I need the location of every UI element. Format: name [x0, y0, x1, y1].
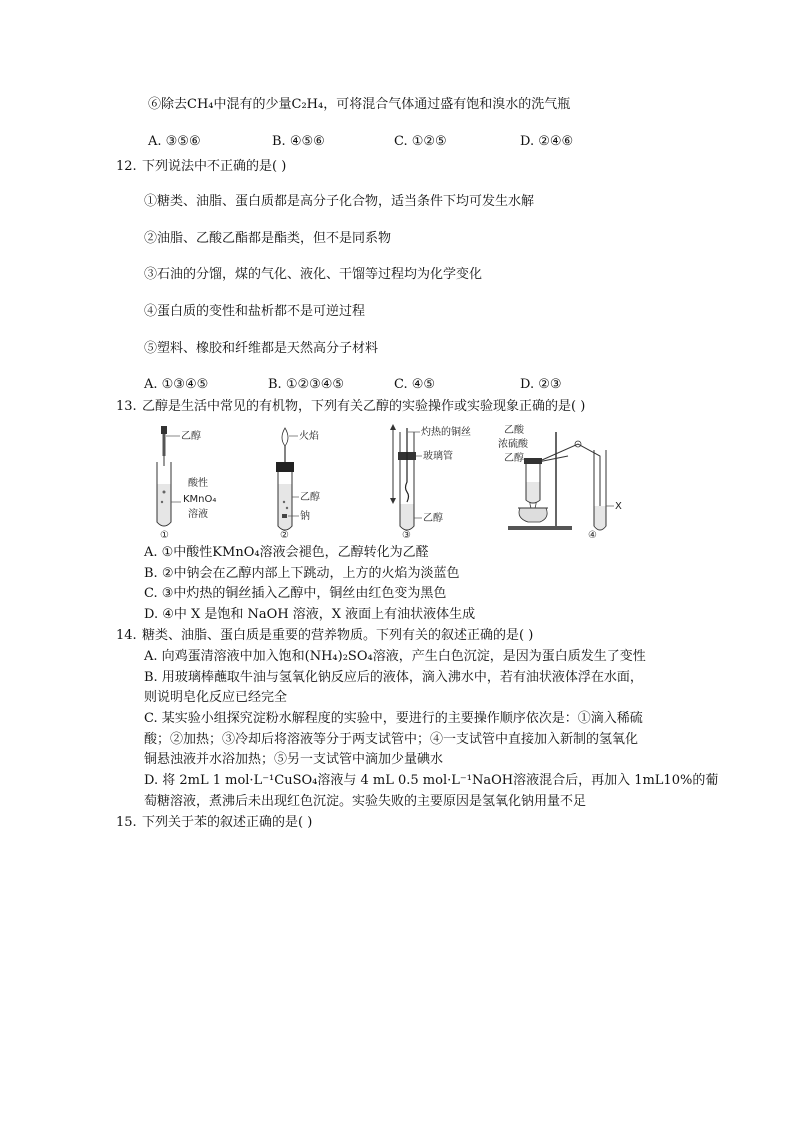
figure-2-caption: ② [280, 530, 289, 541]
q12-item-1: ①糖类、油脂、蛋白质都是高分子化合物，适当条件下均可发生水解 [144, 194, 535, 209]
q12-item-4: ④蛋白质的变性和盐析都不是可逆过程 [144, 304, 366, 319]
q11-option-a: A. ③⑤⑥ [148, 134, 201, 149]
figure-2-sodium-ethanol [276, 428, 320, 541]
q15-number: 15. [116, 815, 137, 830]
q13-option-d: D. ④中 X 是饱和 NaOH 溶液，X 液面上有油状液体生成 [144, 607, 476, 622]
figure-4-label-acetic-acid: 乙酸 [504, 425, 524, 436]
q12-item-2: ②油脂、乙酸乙酯都是酯类，但不是同系物 [144, 231, 392, 246]
figure-2-label-flame: 火焰 [299, 431, 319, 442]
q14-stem: 糖类、油脂、蛋白质是重要的营养物质。下列有关的叙述正确的是( ) [142, 628, 534, 643]
q14-option-d-line2: 萄糖溶液，煮沸后未出现红色沉淀。实验失败的主要原因是氢氧化钠用量不足 [144, 794, 587, 809]
figure-4-label-x: X [615, 501, 622, 512]
figure-1-caption: ① [160, 530, 169, 541]
q12-option-c: C. ④⑤ [394, 377, 436, 392]
q13-stem: 乙醇是生活中常见的有机物，下列有关乙醇的实验操作或实验现象正确的是( ) [142, 399, 586, 414]
figure-1-dropper-tube [157, 426, 216, 541]
figure-2-label-sodium: 钠 [300, 511, 310, 522]
q11-option-c: C. ①②⑤ [394, 134, 447, 149]
q13-option-a: A. ①中酸性KMnO₄溶液会褪色，乙醇转化为乙醛 [144, 545, 429, 560]
figure-3-caption: ③ [402, 530, 411, 541]
figure-1-label-ethanol: 乙醇 [181, 431, 201, 442]
figure-4-esterification-setup [498, 423, 622, 541]
figure-4-label-ethanol: 乙醇 [504, 453, 524, 464]
q14-number: 14. [116, 628, 137, 643]
q14-option-c-line3: 铜悬浊液并水浴加热；⑤另一支试管中滴加少量碘水 [144, 752, 444, 767]
q13-option-c: C. ③中灼热的铜丝插入乙醇中，铜丝由红色变为黑色 [144, 586, 447, 601]
q12-option-b: B. ①②③④⑤ [268, 377, 345, 392]
figure-1-label-solution: 溶液 [188, 509, 208, 520]
q11-item-6: ⑥除去CH₄中混有的少量C₂H₄，可将混合气体通过盛有饱和溴水的洗气瓶 [148, 97, 571, 112]
q11-option-d: D. ②④⑥ [520, 134, 574, 149]
q11-option-b: B. ④⑤⑥ [272, 134, 325, 149]
figure-2-label-ethanol: 乙醇 [300, 492, 320, 503]
q12-item-3: ③石油的分馏，煤的气化、液化、干馏等过程均为化学变化 [144, 267, 483, 282]
q14-option-c-line2: 酸；②加热；③冷却后将溶液等分于两支试管中；④一支试管中直接加入新制的氢氧化 [144, 732, 639, 747]
q14-option-b-line1: B. 用玻璃棒蘸取牛油与氢氧化钠反应后的液体，滴入沸水中，若有油状液体浮在水面， [144, 670, 643, 685]
q15-stem: 下列关于苯的叙述正确的是( ) [142, 815, 313, 830]
q14-option-c-line1: C. 某实验小组探究淀粉水解程度的实验中，要进行的主要操作顺序依次是：①滴入稀硫 [144, 711, 643, 726]
q12-option-d: D. ②③ [520, 377, 562, 392]
q14-option-d-line1: D. 将 2mL 1 mol·L⁻¹CuSO₄溶液与 4 mL 0.5 mol·L⁻¹NaOH溶液混合后，再加入 1mL10%的葡 [144, 773, 719, 788]
figure-3-label-copper: 灼热的铜丝 [421, 427, 471, 438]
q13-number: 13. [116, 399, 137, 414]
figure-3-label-glass-tube: 玻璃管 [423, 451, 453, 462]
q13-apparatus-figure [148, 422, 638, 542]
figure-1-label-kmno4: KMnO₄ [183, 494, 217, 505]
q12-item-5: ⑤塑料、橡胶和纤维都是天然高分子材料 [144, 341, 379, 356]
figure-3-label-ethanol: 乙醇 [423, 513, 443, 524]
figure-4-label-sulfuric-acid: 浓硫酸 [498, 439, 528, 450]
figure-1-label-acidic: 酸性 [188, 478, 208, 489]
q13-option-b: B. ②中钠会在乙醇内部上下跳动，上方的火焰为淡蓝色 [144, 566, 460, 581]
figure-4-caption: ④ [588, 530, 597, 541]
q14-option-a: A. 向鸡蛋清溶液中加入饱和(NH₄)₂SO₄溶液，产生白色沉淀，是因为蛋白质发生了变性 [144, 649, 646, 664]
q12-number: 12. [116, 159, 137, 174]
q14-option-b-line2: 则说明皂化反应已经完全 [144, 690, 288, 705]
q12-option-a: A. ①③④⑤ [144, 377, 209, 392]
figure-3-copper-wire [390, 424, 471, 541]
q12-stem: 下列说法中不正确的是( ) [142, 159, 287, 174]
